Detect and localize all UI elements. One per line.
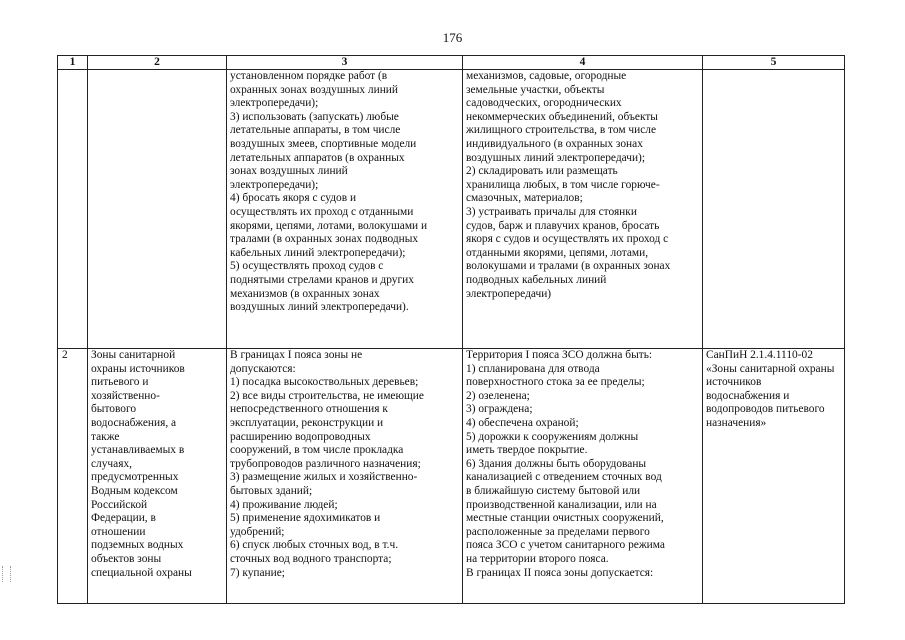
binding-margin-mark [2, 566, 11, 582]
text-line: летательные аппараты, в том числе [230, 124, 401, 137]
text-line: производственной канализации, или на [466, 498, 657, 511]
text-line: судов, барж и плавучих кранов, бросать [466, 219, 660, 232]
text-line: 4) обеспечена охраной; [466, 416, 579, 429]
text-line: 1) спланирована для отвода [466, 362, 600, 375]
text-line: В границах II пояса зоны допускается: [466, 566, 654, 579]
text-line: эксплуатации, реконструкции и [230, 416, 384, 429]
text-line: СанПиН 2.1.4.1110-02 [706, 349, 813, 361]
text-line: подземных водных [91, 539, 184, 552]
legal-basis-cell [703, 349, 845, 604]
header-col-1: 1 [58, 56, 88, 70]
text-line: 7) купание; [230, 566, 285, 579]
text-line: воздушных линий электропередачи). [230, 301, 409, 314]
text-line: электропередачи) [466, 287, 552, 300]
header-col-3: 3 [227, 56, 463, 70]
text-line: отданными якорями, цепями, лотами, [466, 246, 649, 259]
text-line: сооружений, в том числе прокладка [230, 444, 404, 457]
text-line: поднятыми стрелами кранов и других [230, 273, 414, 286]
text-line: пояса ЗСО с учетом санитарного режима [466, 539, 665, 552]
text-line: иметь твердое покрытие. [466, 444, 588, 457]
text-line: Территория I пояса ЗСО должна быть: [466, 349, 653, 361]
text-line: 2) озеленена; [466, 389, 530, 402]
header-col-5: 5 [703, 56, 845, 70]
text-line: осуществлять их проход с отданными [230, 205, 414, 218]
text-line: садоводческих, огороднических [466, 97, 622, 110]
text-line: В границах I пояса зоны не [230, 349, 363, 361]
text-line: удобрений; [230, 525, 285, 538]
text-line: отношении [91, 525, 146, 538]
prohibitions-cell [227, 70, 463, 349]
text-line: местные станции очистных сооружений, [466, 512, 664, 525]
text-line: расширению водопроводных [230, 430, 371, 443]
zone-name-cell [88, 349, 227, 604]
text-line: также [91, 430, 120, 443]
table-row [58, 349, 845, 604]
requirements-cell [463, 349, 703, 604]
text-line: 3) размещение жилых и хозяйственно- [230, 471, 418, 484]
text-line: подводных кабельных линий [466, 273, 607, 286]
text-line: питьевого и [91, 376, 149, 389]
table-row [58, 70, 845, 349]
text-line: 3) ограждена; [466, 403, 533, 416]
text-line: в ближайшую систему бытовой или [466, 484, 641, 497]
header-col-2: 2 [88, 56, 227, 70]
text-line: зонах воздушных линий [230, 165, 348, 178]
text-line: механизмов (в охранных зонах [230, 287, 380, 300]
text-line: предусмотренных [91, 471, 179, 484]
text-line: водопроводов питьевого [706, 403, 825, 416]
text-line: канализацией с отведением сточных вод [466, 471, 662, 484]
text-line: 4) бросать якоря с судов и [230, 192, 357, 205]
text-line: некоммерческих объединений, объекты [466, 110, 658, 123]
text-line: установленном порядке работ (в [230, 70, 388, 82]
text-line: индивидуального (в охранных зонах [466, 137, 643, 150]
legal-basis-cell [703, 70, 845, 349]
text-line: жилищного строительства, в том числе [466, 124, 657, 137]
text-line: водоснабжения и [706, 389, 790, 402]
text-line: кабельных линий электропередачи); [230, 246, 406, 259]
page-number: 176 [442, 30, 463, 45]
text-line: тралами (в охранных зонах подводных [230, 233, 419, 246]
header-col-4: 4 [463, 56, 703, 70]
text-line: поверхностного стока за ее пределы; [466, 376, 645, 389]
text-line: волокушами и тралами (в охранных зонах [466, 260, 671, 273]
text-line: якоря с судов и осуществлять их проход с [466, 233, 669, 246]
text-line: сточных вод водного транспорта; [230, 552, 392, 565]
text-line: 6) Здания должны быть оборудованы [466, 457, 647, 470]
text-line: 2) все виды строительства, не имеющие [230, 389, 424, 402]
text-line: 6) спуск любых сточных вод, в т.ч. [230, 539, 399, 552]
text-line: Российской [91, 498, 148, 511]
text-line: земельные участки, объекты [466, 83, 605, 96]
text-line: 5) дорожки к сооружениям должны [466, 430, 639, 443]
text-line: хозяйственно- [91, 389, 160, 402]
text-line: механизмов, садовые, огородные [466, 70, 627, 82]
regulation-table [57, 55, 845, 604]
text-line: Федерации, в [91, 512, 156, 525]
text-line: 5) осуществлять проход судов с [230, 260, 384, 273]
text-line: воздушных линий электропередачи); [466, 151, 646, 164]
text-line: Зоны санитарной [91, 349, 176, 361]
text-line: смазочных, материалов; [466, 192, 583, 205]
text-line: водоснабжения, а [91, 416, 177, 429]
row-number-cell [58, 70, 88, 349]
header-row [58, 56, 845, 70]
text-line: 2) складировать или размещать [466, 165, 618, 178]
text-line: «Зоны санитарной охраны [706, 362, 835, 375]
text-line: 3) использовать (запускать) любые [230, 110, 399, 123]
row-number-cell: 2 [58, 349, 88, 604]
text-line: Водным кодексом [91, 484, 178, 497]
text-line: расположенные за пределами первого [466, 525, 650, 538]
text-line: назначения» [706, 416, 767, 429]
text-line: непосредственного отношения к [230, 403, 388, 416]
text-line: объектов зоны [91, 552, 162, 565]
text-line: якорями, цепями, лотами, волокушами и [230, 219, 428, 232]
text-line: на территории второго пояса. [466, 552, 609, 565]
text-line: устанавливаемых в [91, 444, 185, 457]
zone-name-cell [88, 70, 227, 349]
text-line: охраны источников [91, 362, 185, 375]
text-line: источников [706, 376, 762, 389]
text-line: 5) применение ядохимикатов и [230, 512, 381, 525]
text-line: случаях, [91, 457, 133, 470]
text-line: допускаются: [230, 362, 296, 375]
text-line: электропередачи); [230, 178, 319, 191]
text-line: специальной охраны [91, 566, 192, 579]
text-line: бытового [91, 403, 137, 416]
text-line: электропередачи); [230, 97, 319, 110]
text-line: 4) проживание людей; [230, 498, 338, 511]
text-line: 1) посадка высокоствольных деревьев; [230, 376, 419, 389]
prohibitions-cell [227, 349, 463, 604]
text-line: бытовых зданий; [230, 484, 313, 497]
text-line: летательных аппаратов (в охранных [230, 151, 405, 164]
text-line: хранилища любых, в том числе горюче- [466, 178, 660, 191]
text-line: 3) устраивать причалы для стоянки [466, 205, 637, 218]
text-line: охранных зонах воздушных линий [230, 83, 398, 96]
text-line: воздушных змеев, спортивные модели [230, 137, 417, 150]
requirements-cell [463, 70, 703, 349]
text-line: трубопроводов различного назначения; [230, 457, 421, 470]
